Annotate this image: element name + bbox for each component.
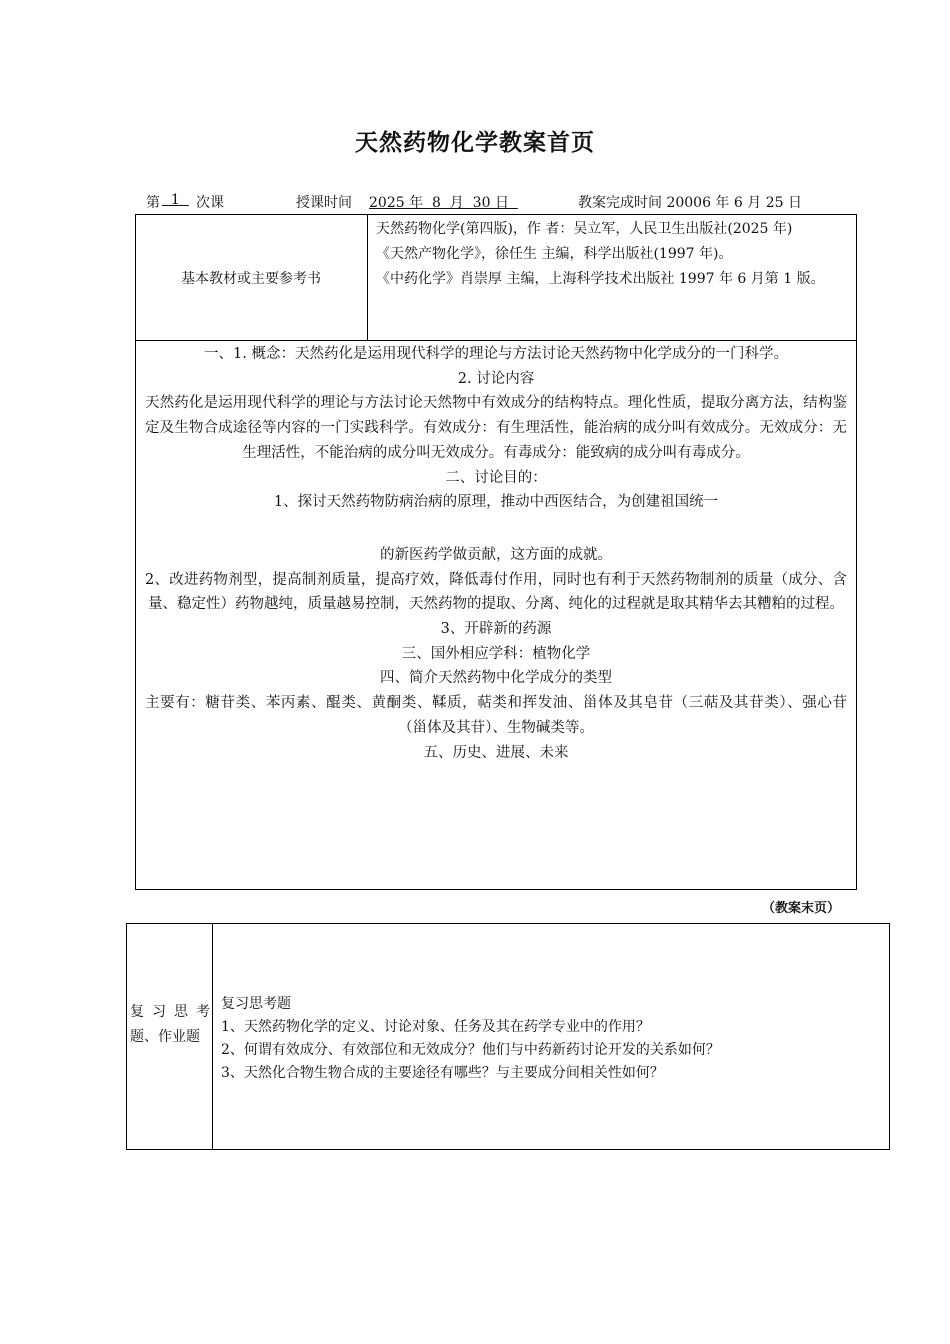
content-line: 五、历史、进展、未来 bbox=[423, 744, 569, 761]
table-divider bbox=[212, 923, 213, 1150]
lesson-prefix: 第 bbox=[146, 195, 160, 211]
content-line: 一、1. 概念：天然药化是运用现代科学的理论与方法讨论天然药物中化学成分的一门科学。 bbox=[204, 346, 788, 362]
homework-item: 1、天然药物化学的定义、讨论对象、任务及其在药学专业中的作用？ bbox=[221, 1019, 650, 1035]
content-line: 2. 讨论内容 bbox=[457, 370, 535, 387]
blank-line bbox=[145, 515, 847, 543]
content-line: 3、开辟新的药源 bbox=[440, 621, 552, 638]
teach-time-label: 授课时间 bbox=[296, 195, 352, 211]
homework-heading: 复习思考题 bbox=[221, 996, 291, 1012]
end-note: （教案末页） bbox=[761, 901, 840, 916]
content-paragraph: 主要有：糖苷类、苯丙素、醌类、黄酮类、鞣质，萜类和挥发油、甾体及其皂苷（三萜及其苷类）、强心苷（甾体及其苷）、生物碱类等。 bbox=[145, 695, 847, 736]
lesson-meta-line bbox=[146, 192, 846, 214]
homework-item: 3、天然化合物生物合成的主要途径有哪些？与主要成分间相关性如何？ bbox=[221, 1065, 664, 1081]
lesson-number: 1 bbox=[162, 192, 189, 208]
content-line: 二、讨论目的： bbox=[445, 469, 547, 486]
table-divider bbox=[367, 214, 368, 340]
references-label: 基本教材或主要参考书 bbox=[181, 271, 321, 287]
homework-label: 复习思考题、作业题 bbox=[130, 1004, 210, 1045]
lesson-suffix: 次课 bbox=[196, 195, 224, 211]
content-line: 三、国外相应学科：植物化学 bbox=[401, 645, 591, 662]
homework-item: 2、何谓有效成分、有效部位和无效成分？他们与中药新药讨论开发的关系如何？ bbox=[221, 1042, 720, 1058]
content-paragraph: 2、改进药物剂型，提高制剂质量，提高疗效，降低毒付作用，同时也有利于天然药物制剂的质量（成分、含量、稳定性）药物越纯，质量越易控制，天然药物的提取、分离、纯化的过程就是取其精华去其糟粕的过程。 bbox=[145, 571, 847, 613]
reference-item: 天然药物化学(第四版)，作 者：吴立军，人民卫生出版社(2025 年) bbox=[376, 221, 793, 237]
completion-time: 教案完成时间 20006 年 6 月 25 日 bbox=[578, 195, 802, 211]
homework-list bbox=[221, 993, 881, 1085]
table-divider bbox=[135, 340, 857, 341]
content-line: 四、简介天然药物中化学成分的类型 bbox=[380, 670, 612, 687]
lesson-content bbox=[145, 342, 847, 765]
page-title: 天然药物化学教案首页 bbox=[355, 129, 595, 156]
content-line: 1、探讨天然药物防病治病的原理，推动中西医结合，为创建祖国统一 bbox=[273, 494, 719, 511]
references-list bbox=[376, 217, 850, 292]
reference-item: 《中药化学》肖崇厚 主编，上海科学技术出版社 1997 年 6 月第 1 版。 bbox=[376, 271, 825, 287]
content-paragraph: 天然药化是运用现代科学的理论与方法讨论天然物中有效成分的结构特点。理化性质，提取分离方法，结构鉴定及生物合成途径等内容的一门实践科学。有效成分：有生理活性，能治病的成分叫有效成分。无效成分：无生理活性，不能治病的成分叫无效成分。有毒成分：能致病的成分叫有毒成分。 bbox=[145, 395, 847, 461]
reference-item: 《天然产物化学》，徐任生 主编，科学出版社(1997 年)。 bbox=[376, 246, 733, 262]
content-line: 的新医药学做贡献，这方面的成就。 bbox=[380, 546, 612, 563]
teach-time-value: 2025 年 8 月 30 日 bbox=[369, 195, 518, 211]
